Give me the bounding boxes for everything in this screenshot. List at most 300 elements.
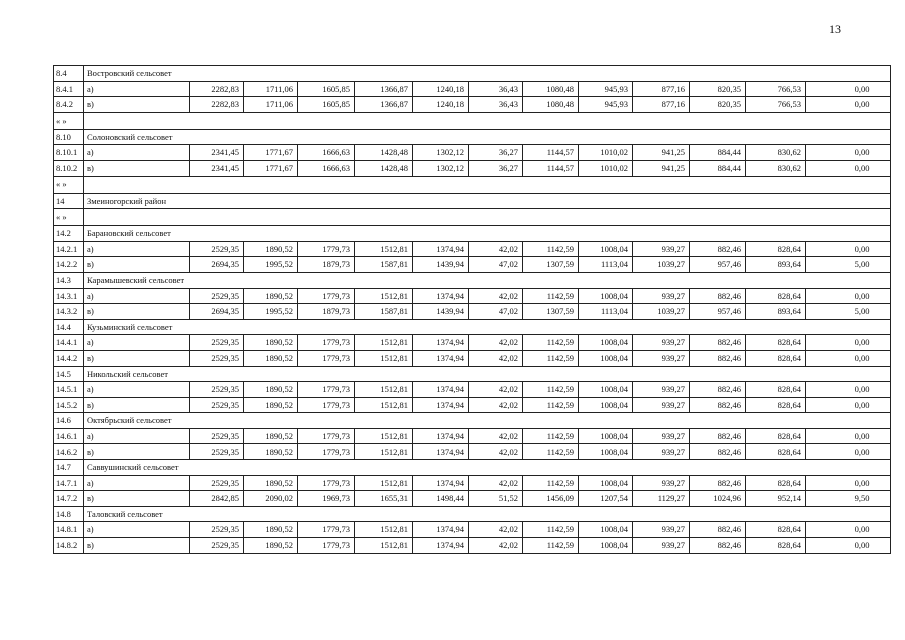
value-cell: 1890,52 <box>244 241 298 257</box>
table-row <box>54 288 891 304</box>
row-label: в) <box>84 304 190 320</box>
row-label: в) <box>84 160 190 176</box>
value-cell: 0,00 <box>806 397 891 413</box>
section-code: 8.4 <box>54 66 84 82</box>
row-code: 8.10.2 <box>54 160 84 176</box>
value-cell: 1779,73 <box>298 428 355 444</box>
value-cell: 1080,48 <box>523 97 579 113</box>
value-cell: 1008,04 <box>579 350 633 366</box>
value-cell: 1711,06 <box>244 97 298 113</box>
value-cell: 1240,18 <box>413 97 469 113</box>
value-cell: 2529,35 <box>190 382 244 398</box>
value-cell: 828,64 <box>746 475 806 491</box>
value-cell: 1113,04 <box>579 304 633 320</box>
section-code: 14 <box>54 193 84 209</box>
value-cell: 1890,52 <box>244 475 298 491</box>
value-cell: 1890,52 <box>244 522 298 538</box>
section-code: 14.4 <box>54 319 84 335</box>
value-cell: 1779,73 <box>298 444 355 460</box>
section-row <box>54 413 891 429</box>
row-code: 14.5.1 <box>54 382 84 398</box>
value-cell: 877,16 <box>633 81 690 97</box>
value-cell: 47,02 <box>469 304 523 320</box>
row-code: 14.5.2 <box>54 397 84 413</box>
value-cell: 1428,48 <box>355 160 413 176</box>
value-cell: 1890,52 <box>244 428 298 444</box>
value-cell: 957,46 <box>690 257 746 273</box>
value-cell: 828,64 <box>746 241 806 257</box>
value-cell: 828,64 <box>746 288 806 304</box>
section-row <box>54 66 891 82</box>
value-cell: 1142,59 <box>523 475 579 491</box>
value-cell: 51,52 <box>469 491 523 507</box>
value-cell: 1366,87 <box>355 81 413 97</box>
row-code: 14.6.1 <box>54 428 84 444</box>
value-cell: 1890,52 <box>244 538 298 554</box>
value-cell: 1008,04 <box>579 382 633 398</box>
value-cell: 1890,52 <box>244 288 298 304</box>
value-cell: 766,53 <box>746 81 806 97</box>
value-cell: 42,02 <box>469 382 523 398</box>
value-cell: 0,00 <box>806 522 891 538</box>
value-cell: 1010,02 <box>579 145 633 161</box>
value-cell: 1512,81 <box>355 428 413 444</box>
value-cell: 2694,35 <box>190 257 244 273</box>
value-cell: 1374,94 <box>413 522 469 538</box>
value-cell: 42,02 <box>469 428 523 444</box>
section-row <box>54 193 891 209</box>
value-cell: 1008,04 <box>579 538 633 554</box>
value-cell: 1890,52 <box>244 350 298 366</box>
row-label: в) <box>84 257 190 273</box>
row-code: 14.7.1 <box>54 475 84 491</box>
value-cell: 1512,81 <box>355 538 413 554</box>
value-cell: 882,46 <box>690 241 746 257</box>
value-cell: 939,27 <box>633 335 690 351</box>
table-row <box>54 160 891 176</box>
value-cell: 766,53 <box>746 97 806 113</box>
value-cell: 1008,04 <box>579 444 633 460</box>
value-cell: 1879,73 <box>298 304 355 320</box>
row-label: а) <box>84 335 190 351</box>
value-cell: 42,02 <box>469 241 523 257</box>
tariff-table <box>53 65 891 554</box>
tariff-table-container <box>53 65 890 554</box>
value-cell: 0,00 <box>806 241 891 257</box>
value-cell: 2529,35 <box>190 288 244 304</box>
value-cell: 939,27 <box>633 522 690 538</box>
row-code: 14.7.2 <box>54 491 84 507</box>
value-cell: 2282,83 <box>190 81 244 97</box>
value-cell: 1512,81 <box>355 241 413 257</box>
table-row <box>54 522 891 538</box>
table-body <box>54 66 891 554</box>
section-code: 14.3 <box>54 272 84 288</box>
value-cell: 42,02 <box>469 538 523 554</box>
row-label: а) <box>84 81 190 97</box>
table-row <box>54 491 891 507</box>
value-cell: 1995,52 <box>244 257 298 273</box>
value-cell: 882,46 <box>690 428 746 444</box>
section-row <box>54 506 891 522</box>
value-cell: 939,27 <box>633 397 690 413</box>
gap-row <box>54 176 891 193</box>
value-cell: 0,00 <box>806 475 891 491</box>
value-cell: 1995,52 <box>244 304 298 320</box>
value-cell: 0,00 <box>806 160 891 176</box>
section-title: Барановский сельсовет <box>84 226 891 242</box>
value-cell: 2694,35 <box>190 304 244 320</box>
section-title: Солоновский сельсовет <box>84 129 891 145</box>
value-cell: 2529,35 <box>190 241 244 257</box>
table-row <box>54 304 891 320</box>
value-cell: 1142,59 <box>523 397 579 413</box>
value-cell: 1374,94 <box>413 382 469 398</box>
value-cell: 1456,09 <box>523 491 579 507</box>
value-cell: 1008,04 <box>579 428 633 444</box>
value-cell: 1008,04 <box>579 335 633 351</box>
value-cell: 2529,35 <box>190 522 244 538</box>
value-cell: 42,02 <box>469 350 523 366</box>
value-cell: 1779,73 <box>298 288 355 304</box>
value-cell: 884,44 <box>690 160 746 176</box>
gap-cell <box>84 209 891 226</box>
value-cell: 2282,83 <box>190 97 244 113</box>
value-cell: 1142,59 <box>523 350 579 366</box>
row-code: 14.4.1 <box>54 335 84 351</box>
value-cell: 939,27 <box>633 350 690 366</box>
value-cell: 830,62 <box>746 160 806 176</box>
value-cell: 1890,52 <box>244 444 298 460</box>
section-title: Саввушинский сельсовет <box>84 460 891 476</box>
value-cell: 1512,81 <box>355 397 413 413</box>
value-cell: 2529,35 <box>190 538 244 554</box>
value-cell: 1144,57 <box>523 160 579 176</box>
row-label: в) <box>84 538 190 554</box>
value-cell: 2529,35 <box>190 428 244 444</box>
section-code: 14.6 <box>54 413 84 429</box>
value-cell: 2529,35 <box>190 444 244 460</box>
value-cell: 939,27 <box>633 475 690 491</box>
table-row <box>54 257 891 273</box>
value-cell: 1512,81 <box>355 335 413 351</box>
value-cell: 1142,59 <box>523 428 579 444</box>
section-title: Карамышевский сельсовет <box>84 272 891 288</box>
value-cell: 36,43 <box>469 97 523 113</box>
value-cell: 1144,57 <box>523 145 579 161</box>
value-cell: 1080,48 <box>523 81 579 97</box>
row-code: 14.2.1 <box>54 241 84 257</box>
row-label: а) <box>84 475 190 491</box>
row-label: в) <box>84 350 190 366</box>
value-cell: 828,64 <box>746 522 806 538</box>
row-code: 14.2.2 <box>54 257 84 273</box>
table-row <box>54 475 891 491</box>
row-code: 14.6.2 <box>54 444 84 460</box>
value-cell: 1142,59 <box>523 382 579 398</box>
value-cell: 828,64 <box>746 335 806 351</box>
value-cell: 1890,52 <box>244 397 298 413</box>
value-cell: 1779,73 <box>298 382 355 398</box>
value-cell: 1374,94 <box>413 288 469 304</box>
value-cell: 1779,73 <box>298 397 355 413</box>
value-cell: 42,02 <box>469 444 523 460</box>
value-cell: 1605,85 <box>298 81 355 97</box>
value-cell: 1008,04 <box>579 475 633 491</box>
row-label: в) <box>84 97 190 113</box>
value-cell: 1771,67 <box>244 160 298 176</box>
row-code: 14.8.1 <box>54 522 84 538</box>
value-cell: 952,14 <box>746 491 806 507</box>
value-cell: 1439,94 <box>413 257 469 273</box>
value-cell: 1779,73 <box>298 241 355 257</box>
table-row <box>54 241 891 257</box>
value-cell: 0,00 <box>806 428 891 444</box>
value-cell: 0,00 <box>806 382 891 398</box>
row-code: 14.4.2 <box>54 350 84 366</box>
value-cell: 1008,04 <box>579 241 633 257</box>
section-title: Октябрьский сельсовет <box>84 413 891 429</box>
value-cell: 1779,73 <box>298 475 355 491</box>
value-cell: 882,46 <box>690 522 746 538</box>
value-cell: 939,27 <box>633 382 690 398</box>
value-cell: 828,64 <box>746 444 806 460</box>
section-title: Змеиногорский район <box>84 193 891 209</box>
value-cell: 882,46 <box>690 538 746 554</box>
value-cell: 882,46 <box>690 382 746 398</box>
value-cell: 941,25 <box>633 160 690 176</box>
value-cell: 42,02 <box>469 475 523 491</box>
section-code: 14.2 <box>54 226 84 242</box>
value-cell: 42,02 <box>469 397 523 413</box>
gap-marker: « » <box>54 112 84 129</box>
value-cell: 1779,73 <box>298 522 355 538</box>
section-row <box>54 226 891 242</box>
gap-row <box>54 209 891 226</box>
section-row <box>54 129 891 145</box>
value-cell: 1008,04 <box>579 288 633 304</box>
value-cell: 2842,85 <box>190 491 244 507</box>
value-cell: 828,64 <box>746 350 806 366</box>
value-cell: 1039,27 <box>633 304 690 320</box>
row-label: в) <box>84 491 190 507</box>
value-cell: 1374,94 <box>413 444 469 460</box>
section-title: Кузьминский сельсовет <box>84 319 891 335</box>
table-row <box>54 350 891 366</box>
value-cell: 1512,81 <box>355 444 413 460</box>
value-cell: 1605,85 <box>298 97 355 113</box>
value-cell: 0,00 <box>806 444 891 460</box>
value-cell: 882,46 <box>690 350 746 366</box>
value-cell: 0,00 <box>806 288 891 304</box>
value-cell: 1374,94 <box>413 335 469 351</box>
value-cell: 1039,27 <box>633 257 690 273</box>
section-title: Никольский сельсовет <box>84 366 891 382</box>
value-cell: 1374,94 <box>413 350 469 366</box>
value-cell: 2529,35 <box>190 350 244 366</box>
row-label: а) <box>84 522 190 538</box>
value-cell: 1307,59 <box>523 257 579 273</box>
value-cell: 939,27 <box>633 444 690 460</box>
value-cell: 1374,94 <box>413 241 469 257</box>
value-cell: 882,46 <box>690 397 746 413</box>
value-cell: 2341,45 <box>190 145 244 161</box>
value-cell: 1779,73 <box>298 350 355 366</box>
value-cell: 1512,81 <box>355 522 413 538</box>
value-cell: 9,50 <box>806 491 891 507</box>
value-cell: 1142,59 <box>523 444 579 460</box>
value-cell: 1498,44 <box>413 491 469 507</box>
value-cell: 1142,59 <box>523 522 579 538</box>
value-cell: 42,02 <box>469 288 523 304</box>
value-cell: 1512,81 <box>355 288 413 304</box>
row-label: а) <box>84 288 190 304</box>
value-cell: 1024,96 <box>690 491 746 507</box>
value-cell: 939,27 <box>633 538 690 554</box>
value-cell: 2090,02 <box>244 491 298 507</box>
value-cell: 1890,52 <box>244 382 298 398</box>
value-cell: 1428,48 <box>355 145 413 161</box>
row-code: 14.8.2 <box>54 538 84 554</box>
value-cell: 1666,63 <box>298 160 355 176</box>
section-code: 14.8 <box>54 506 84 522</box>
row-code: 14.3.1 <box>54 288 84 304</box>
value-cell: 893,64 <box>746 257 806 273</box>
section-code: 8.10 <box>54 129 84 145</box>
value-cell: 1512,81 <box>355 475 413 491</box>
row-label: а) <box>84 428 190 444</box>
row-code: 8.4.1 <box>54 81 84 97</box>
row-label: а) <box>84 382 190 398</box>
value-cell: 1366,87 <box>355 97 413 113</box>
gap-cell <box>84 112 891 129</box>
value-cell: 945,93 <box>579 97 633 113</box>
row-label: а) <box>84 241 190 257</box>
value-cell: 1142,59 <box>523 538 579 554</box>
value-cell: 2529,35 <box>190 475 244 491</box>
table-row <box>54 335 891 351</box>
value-cell: 42,02 <box>469 335 523 351</box>
value-cell: 882,46 <box>690 335 746 351</box>
row-code: 8.4.2 <box>54 97 84 113</box>
table-row <box>54 538 891 554</box>
value-cell: 939,27 <box>633 428 690 444</box>
gap-marker: « » <box>54 209 84 226</box>
value-cell: 0,00 <box>806 97 891 113</box>
gap-marker: « » <box>54 176 84 193</box>
value-cell: 42,02 <box>469 522 523 538</box>
value-cell: 1512,81 <box>355 350 413 366</box>
value-cell: 1771,67 <box>244 145 298 161</box>
value-cell: 1779,73 <box>298 538 355 554</box>
value-cell: 1587,81 <box>355 304 413 320</box>
value-cell: 1655,31 <box>355 491 413 507</box>
value-cell: 0,00 <box>806 350 891 366</box>
section-row <box>54 319 891 335</box>
value-cell: 882,46 <box>690 444 746 460</box>
section-row <box>54 460 891 476</box>
value-cell: 877,16 <box>633 97 690 113</box>
section-row <box>54 272 891 288</box>
value-cell: 939,27 <box>633 241 690 257</box>
value-cell: 1010,02 <box>579 160 633 176</box>
value-cell: 36,43 <box>469 81 523 97</box>
section-title: Таловский сельсовет <box>84 506 891 522</box>
value-cell: 0,00 <box>806 538 891 554</box>
value-cell: 828,64 <box>746 382 806 398</box>
value-cell: 820,35 <box>690 81 746 97</box>
value-cell: 2529,35 <box>190 397 244 413</box>
value-cell: 1142,59 <box>523 335 579 351</box>
row-code: 14.3.2 <box>54 304 84 320</box>
value-cell: 957,46 <box>690 304 746 320</box>
value-cell: 1113,04 <box>579 257 633 273</box>
value-cell: 1129,27 <box>633 491 690 507</box>
value-cell: 1779,73 <box>298 335 355 351</box>
gap-row <box>54 112 891 129</box>
value-cell: 1969,73 <box>298 491 355 507</box>
value-cell: 0,00 <box>806 335 891 351</box>
row-code: 8.10.1 <box>54 145 84 161</box>
value-cell: 882,46 <box>690 288 746 304</box>
value-cell: 1008,04 <box>579 522 633 538</box>
value-cell: 1890,52 <box>244 335 298 351</box>
table-row <box>54 428 891 444</box>
row-label: а) <box>84 145 190 161</box>
row-label: в) <box>84 397 190 413</box>
value-cell: 828,64 <box>746 397 806 413</box>
value-cell: 2341,45 <box>190 160 244 176</box>
table-row <box>54 382 891 398</box>
value-cell: 1142,59 <box>523 288 579 304</box>
value-cell: 1008,04 <box>579 397 633 413</box>
gap-cell <box>84 176 891 193</box>
section-code: 14.5 <box>54 366 84 382</box>
value-cell: 1587,81 <box>355 257 413 273</box>
value-cell: 1711,06 <box>244 81 298 97</box>
value-cell: 882,46 <box>690 475 746 491</box>
section-title: Востровский сельсовет <box>84 66 891 82</box>
value-cell: 0,00 <box>806 145 891 161</box>
value-cell: 36,27 <box>469 145 523 161</box>
table-row <box>54 145 891 161</box>
value-cell: 893,64 <box>746 304 806 320</box>
value-cell: 1374,94 <box>413 428 469 444</box>
value-cell: 36,27 <box>469 160 523 176</box>
table-row <box>54 397 891 413</box>
value-cell: 1512,81 <box>355 382 413 398</box>
value-cell: 1374,94 <box>413 538 469 554</box>
value-cell: 1302,12 <box>413 145 469 161</box>
value-cell: 941,25 <box>633 145 690 161</box>
value-cell: 1879,73 <box>298 257 355 273</box>
value-cell: 2529,35 <box>190 335 244 351</box>
value-cell: 828,64 <box>746 538 806 554</box>
value-cell: 5,00 <box>806 257 891 273</box>
value-cell: 1666,63 <box>298 145 355 161</box>
table-row <box>54 97 891 113</box>
section-row <box>54 366 891 382</box>
value-cell: 1207,54 <box>579 491 633 507</box>
value-cell: 1307,59 <box>523 304 579 320</box>
value-cell: 884,44 <box>690 145 746 161</box>
row-label: в) <box>84 444 190 460</box>
table-row <box>54 444 891 460</box>
value-cell: 1439,94 <box>413 304 469 320</box>
page-number: 13 <box>829 22 841 36</box>
value-cell: 0,00 <box>806 81 891 97</box>
value-cell: 939,27 <box>633 288 690 304</box>
